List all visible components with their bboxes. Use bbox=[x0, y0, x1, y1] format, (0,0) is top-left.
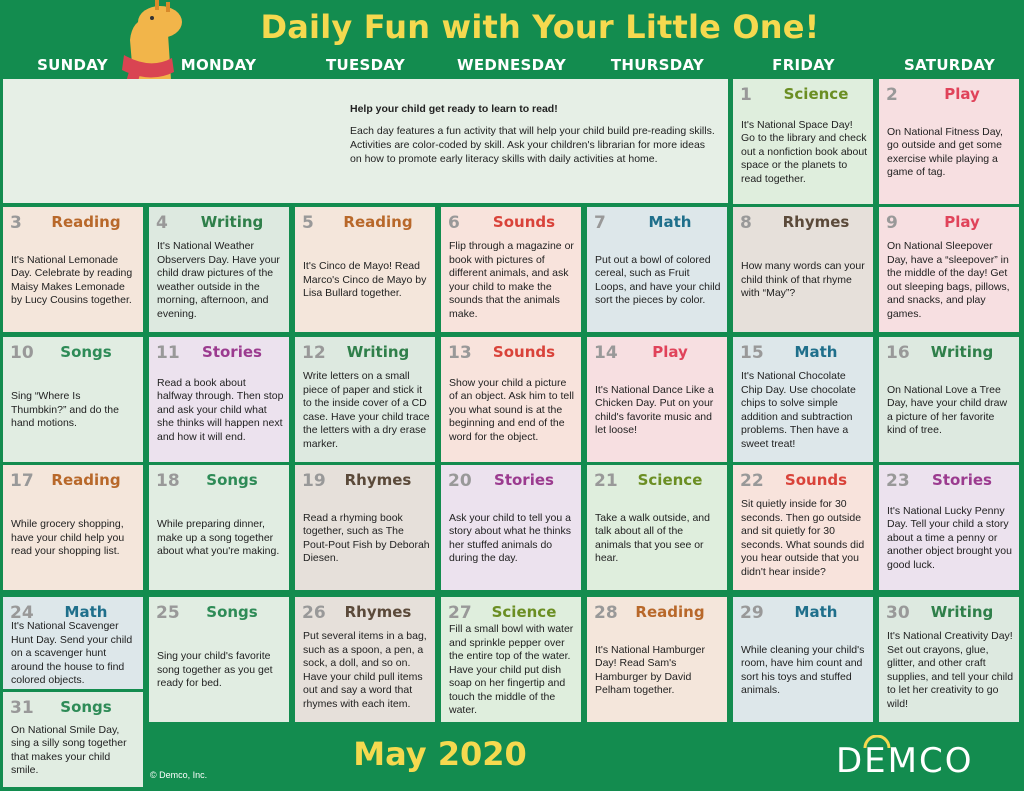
day-cell-6 bbox=[441, 207, 581, 332]
day-number: 11 bbox=[156, 343, 180, 363]
day-cell-5 bbox=[295, 207, 435, 332]
activity-text bbox=[157, 597, 284, 718]
skill-category: Science bbox=[783, 85, 849, 103]
weekday-wednesday: WEDNESDAY bbox=[456, 56, 567, 74]
activity-text bbox=[595, 207, 722, 328]
activity-text-content: Put out a bowl of colored cereal, such as Fruit Loops, and have your child sort the pieces by color. bbox=[595, 253, 721, 306]
activity-text-content: Put several items in a bag, such as a spoon, a pen, a sock, a doll, and so on. Have your child pull items out and say a word that rhymes with each item. bbox=[303, 630, 427, 710]
skill-category: Math bbox=[64, 603, 108, 621]
activity-text bbox=[11, 337, 138, 458]
skill-category: Writing bbox=[930, 343, 994, 361]
activity-text-content: It's Cinco de Mayo! Read Marco's Cinco de Mayo by Lisa Bullard together. bbox=[303, 260, 427, 300]
activity-text bbox=[741, 207, 868, 328]
activity-text-content: Sing your child's favorite song together as you get ready for bed. bbox=[157, 650, 273, 690]
activity-text-content: It's National Lucky Penny Day. Tell your child a story about a time a penny or another object brought you good luck. bbox=[887, 504, 1012, 571]
activity-text-content: While preparing dinner, make up a song together about what you're making. bbox=[157, 518, 280, 558]
day-cell-4 bbox=[149, 207, 289, 332]
day-cell-29 bbox=[733, 597, 873, 722]
day-number: 19 bbox=[302, 471, 326, 491]
day-number: 1 bbox=[740, 85, 752, 105]
day-number: 29 bbox=[740, 603, 764, 623]
day-cell-15 bbox=[733, 337, 873, 462]
activity-text bbox=[303, 337, 430, 458]
activity-text-content: It's National Space Day! Go to the library and check out a nonfiction book about space or the planets to read together. bbox=[741, 118, 868, 185]
activity-text bbox=[449, 337, 576, 458]
activity-text bbox=[887, 597, 1014, 718]
day-cell-20 bbox=[441, 465, 581, 590]
skill-category: Songs bbox=[60, 343, 112, 361]
day-number: 27 bbox=[448, 603, 472, 623]
intro-heading: Help your child get ready to learn to read! bbox=[350, 103, 558, 115]
activity-text-content: It's National Hamburger Day! Read Sam's Hamburger by David Pelham together. bbox=[595, 643, 705, 696]
activity-text bbox=[887, 79, 1014, 200]
activity-text bbox=[741, 79, 868, 200]
activity-text bbox=[449, 597, 576, 718]
day-cell-27 bbox=[441, 597, 581, 722]
skill-category: Science bbox=[637, 471, 703, 489]
day-number: 24 bbox=[10, 603, 34, 623]
day-cell-7 bbox=[587, 207, 727, 332]
day-cell-30 bbox=[879, 597, 1019, 722]
activity-text-content: It's National Weather Observers Day. Have your child draw pictures of the weather outside in the morning, afternoon, and evening. bbox=[157, 240, 280, 320]
skill-category: Play bbox=[652, 343, 688, 361]
activity-text bbox=[157, 207, 284, 328]
weekday-monday: MONDAY bbox=[180, 56, 257, 74]
activity-text-content: On National Love a Tree Day, have your child draw a picture of her favorite kind of tree. bbox=[887, 383, 1008, 436]
skill-category: Rhymes bbox=[344, 471, 412, 489]
activity-text bbox=[887, 337, 1014, 458]
activity-text-content: Fill a small bowl with water and sprinkle pepper over the entire top of the water. Have your child put dish soap on her fingertip and touch the middle of the water. bbox=[449, 623, 574, 717]
activity-text-content: Show your child a picture of an object. Ask him to tell you what sound is at the beginning and end of the word for the object. bbox=[449, 376, 574, 443]
weekday-saturday: SATURDAY bbox=[903, 56, 996, 74]
skill-category: Reading bbox=[343, 213, 413, 231]
day-cell-17 bbox=[3, 465, 143, 590]
day-cell-25 bbox=[149, 597, 289, 722]
skill-category: Sounds bbox=[492, 213, 556, 231]
day-cell-8 bbox=[733, 207, 873, 332]
skill-category: Songs bbox=[206, 471, 258, 489]
day-number: 16 bbox=[886, 343, 910, 363]
activity-text-content: Write letters on a small piece of paper and stick it to the inside cover of a CD case. Have your child trace the letters with a dry erase marker. bbox=[303, 370, 430, 450]
activity-text-content: It's National Scavenger Hunt Day. Send your child on a scavenger hunt around the house to find colored objects. bbox=[11, 620, 133, 687]
day-number: 6 bbox=[448, 213, 460, 233]
day-cell-19 bbox=[295, 465, 435, 590]
activity-text-content: Take a walk outside, and talk about all of the animals that you see or hear. bbox=[595, 511, 710, 564]
activity-text bbox=[303, 465, 430, 586]
skill-category: Stories bbox=[202, 343, 262, 361]
day-number: 26 bbox=[302, 603, 326, 623]
skill-category: Songs bbox=[60, 698, 112, 716]
activity-text bbox=[595, 337, 722, 458]
activity-text bbox=[157, 337, 284, 458]
activity-text bbox=[449, 207, 576, 328]
day-cell-9 bbox=[879, 207, 1019, 332]
day-cell-1 bbox=[733, 79, 873, 204]
activity-text bbox=[303, 597, 430, 718]
activity-text-content: It's National Chocolate Chip Day. Use chocolate chips to solve simple addition and subtraction problems. Then have a sweet treat! bbox=[741, 370, 856, 450]
day-cell-21 bbox=[587, 465, 727, 590]
day-number: 14 bbox=[594, 343, 618, 363]
skill-category: Stories bbox=[932, 471, 992, 489]
day-number: 15 bbox=[740, 343, 764, 363]
skill-category: Sounds bbox=[492, 343, 556, 361]
skill-category: Stories bbox=[494, 471, 554, 489]
skill-category: Play bbox=[944, 213, 980, 231]
activity-text-content: While cleaning your child's room, have him count and sort his toys and stuffed animals. bbox=[741, 643, 865, 696]
skill-category: Science bbox=[491, 603, 557, 621]
activity-text bbox=[887, 465, 1014, 586]
activity-text-content: Read a book about halfway through. Then stop and ask your child what she thinks will happen next and how it will end. bbox=[157, 376, 284, 443]
day-cell-10 bbox=[3, 337, 143, 462]
activity-text-content: Sing “Where Is Thumbkin?” and do the hand motions. bbox=[11, 390, 119, 430]
activity-text-content: Sit quietly inside for 30 seconds. Then go outside and sit quietly for 30 seconds. What sounds did you hear outside that you didn't hear inside? bbox=[741, 498, 865, 578]
activity-text-content: On National Fitness Day, go outside and get some exercise while playing a game of tag. bbox=[887, 125, 1003, 178]
day-cell-28 bbox=[587, 597, 727, 722]
activity-text-content: How many words can your child think of that rhyme with “May”? bbox=[741, 260, 865, 300]
skill-category: Math bbox=[794, 343, 838, 361]
skill-category: Writing bbox=[200, 213, 264, 231]
activity-text bbox=[11, 692, 138, 783]
skill-category: Songs bbox=[206, 603, 258, 621]
activity-text-content: Ask your child to tell you a story about what he thinks her stuffed animals do during the day. bbox=[449, 511, 571, 564]
day-cell-2 bbox=[879, 79, 1019, 204]
activity-text-content: It's National Lemonade Day. Celebrate by reading Maisy Makes Lemonade by Lucy Cousins together. bbox=[11, 253, 133, 306]
activity-text bbox=[449, 465, 576, 586]
activity-text bbox=[11, 597, 138, 685]
day-number: 12 bbox=[302, 343, 326, 363]
day-cell-18 bbox=[149, 465, 289, 590]
weekday-tuesday: TUESDAY bbox=[325, 56, 406, 74]
day-number: 20 bbox=[448, 471, 472, 491]
day-number: 4 bbox=[156, 213, 168, 233]
activity-text-content: It's National Dance Like a Chicken Day. Put on your child's favorite music and let loose! bbox=[595, 383, 714, 436]
day-number: 2 bbox=[886, 85, 898, 105]
activity-text bbox=[157, 465, 284, 586]
day-cell-11 bbox=[149, 337, 289, 462]
weekday-header bbox=[0, 56, 1024, 78]
page-title: Daily Fun with Your Little One! bbox=[260, 8, 820, 46]
weekday-thursday: THURSDAY bbox=[610, 56, 705, 74]
day-number: 10 bbox=[10, 343, 34, 363]
skill-category: Rhymes bbox=[344, 603, 412, 621]
activity-text bbox=[887, 207, 1014, 328]
intro-text: Each day features a fun activity that will help your child build pre-reading skills. Activities are color-coded by skill. Ask your children's librarian for more ideas on how to promote early literacy skills with daily activities at home. bbox=[350, 125, 715, 165]
activity-text-content: While grocery shopping, have your child help you read your shopping list. bbox=[11, 518, 125, 558]
day-number: 18 bbox=[156, 471, 180, 491]
day-cell-13 bbox=[441, 337, 581, 462]
activity-text bbox=[741, 337, 868, 458]
day-number: 21 bbox=[594, 471, 618, 491]
skill-category: Writing bbox=[346, 343, 410, 361]
skill-category: Reading bbox=[635, 603, 705, 621]
copyright-text: © Demco, Inc. bbox=[150, 770, 208, 780]
day-cell-12 bbox=[295, 337, 435, 462]
day-cell-16 bbox=[879, 337, 1019, 462]
day-number: 30 bbox=[886, 603, 910, 623]
day-cell-14 bbox=[587, 337, 727, 462]
skill-category: Rhymes bbox=[782, 213, 850, 231]
day-cell-26 bbox=[295, 597, 435, 722]
weekday-friday: FRIDAY bbox=[772, 56, 835, 74]
day-number: 7 bbox=[594, 213, 606, 233]
day-number: 8 bbox=[740, 213, 752, 233]
activity-text-content: On National Smile Day, sing a silly song together that makes your child smile. bbox=[11, 723, 127, 776]
skill-category: Math bbox=[648, 213, 692, 231]
day-number: 28 bbox=[594, 603, 618, 623]
day-number: 9 bbox=[886, 213, 898, 233]
day-number: 25 bbox=[156, 603, 180, 623]
activity-text-content: On National Sleepover Day, have a “sleepover” in the middle of the day! Get out sleeping bags, pillows, and snacks, and play games. bbox=[887, 240, 1010, 320]
skill-category: Math bbox=[794, 603, 838, 621]
activity-text bbox=[741, 465, 868, 586]
activity-text-content: Read a rhyming book together, such as The Pout-Pout Fish by Deborah Diesen. bbox=[303, 511, 430, 564]
day-number: 13 bbox=[448, 343, 472, 363]
activity-text bbox=[11, 465, 138, 586]
day-number: 17 bbox=[10, 471, 34, 491]
day-cell-23 bbox=[879, 465, 1019, 590]
activity-text bbox=[11, 207, 138, 328]
skill-category: Writing bbox=[930, 603, 994, 621]
skill-category: Reading bbox=[51, 471, 121, 489]
month-label: May 2020 bbox=[353, 735, 527, 773]
weekday-sunday: SUNDAY bbox=[37, 56, 108, 74]
activity-text-content: Flip through a magazine or book with pictures of different animals, and ask your child to make the sounds that the animals make. bbox=[449, 240, 574, 320]
skill-category: Play bbox=[944, 85, 980, 103]
skill-category: Reading bbox=[51, 213, 121, 231]
day-number: 3 bbox=[10, 213, 22, 233]
day-cell-3 bbox=[3, 207, 143, 332]
day-number: 31 bbox=[10, 698, 34, 718]
activity-text bbox=[741, 597, 868, 718]
day-cell-24 bbox=[3, 597, 143, 689]
day-cell-22 bbox=[733, 465, 873, 590]
activity-text bbox=[595, 597, 722, 718]
activity-text bbox=[303, 207, 430, 328]
day-number: 5 bbox=[302, 213, 314, 233]
day-number: 23 bbox=[886, 471, 910, 491]
day-number: 22 bbox=[740, 471, 764, 491]
activity-text bbox=[595, 465, 722, 586]
day-cell-31 bbox=[3, 692, 143, 787]
demco-logo: DEMCO bbox=[836, 741, 974, 781]
skill-category: Sounds bbox=[784, 471, 848, 489]
activity-text-content: It's National Creativity Day! Set out crayons, glue, glitter, and other craft supplies, and tell your child to let her creativity to go wild! bbox=[887, 630, 1014, 710]
